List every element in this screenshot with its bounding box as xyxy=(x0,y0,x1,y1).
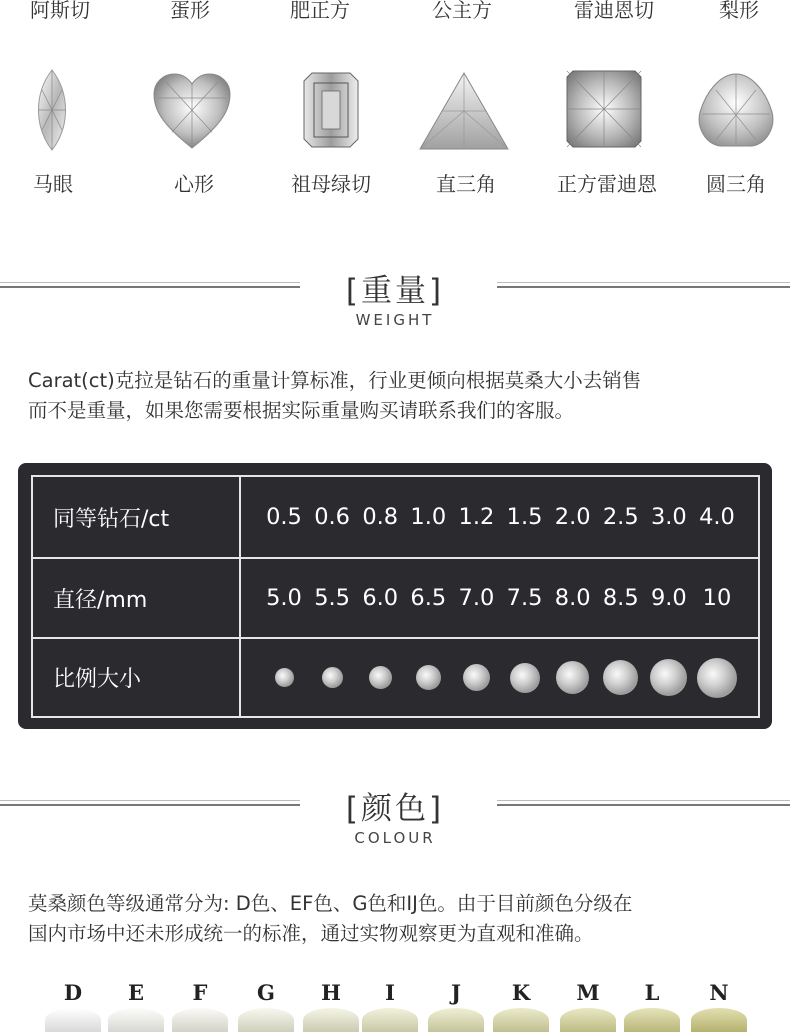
carat-value: 1.0 xyxy=(410,504,447,530)
grade-gem-j xyxy=(428,1008,484,1032)
grade-gem-f xyxy=(172,1008,228,1032)
gem-size-dot xyxy=(416,665,441,690)
carat-value: 2.0 xyxy=(554,504,591,530)
grade-letter: I xyxy=(385,980,395,1005)
shape-label-square-radiant: 正方雷迪恩 xyxy=(557,172,657,196)
weight-description xyxy=(28,366,768,426)
grade-gem-n xyxy=(691,1008,747,1032)
gem-size-dot xyxy=(556,661,589,694)
colour-description xyxy=(28,889,768,949)
gem-size-dot xyxy=(275,668,294,687)
square-radiant-diamond-icon xyxy=(565,69,643,149)
diameter-value: 7.5 xyxy=(506,585,543,611)
diameter-row-label: 直径/mm xyxy=(32,558,240,638)
gem-size-dot xyxy=(369,666,392,689)
carat-value: 0.5 xyxy=(266,504,302,530)
shape-label-radiant: 雷迪恩切 xyxy=(574,0,654,22)
heart-diamond-icon xyxy=(152,72,232,152)
carat-value: 0.6 xyxy=(314,504,350,530)
colour-section-title: [颜色] xyxy=(345,791,445,827)
colour-description-line1: 莫桑颜色等级通常分为: D色、EF色、G色和IJ色。由于目前颜色分级在 xyxy=(28,892,633,915)
grade-gem-k xyxy=(493,1008,549,1032)
carat-row-label: 同等钻石/ct xyxy=(32,476,240,558)
diameter-values xyxy=(261,585,740,611)
grade-gem-l xyxy=(624,1008,680,1032)
grade-gem-d xyxy=(45,1008,101,1032)
grade-gem-e xyxy=(108,1008,164,1032)
weight-description-line2: 而不是重量，如果您需要根据实际重量购买请联系我们的客服。 xyxy=(28,399,575,422)
shape-label-heart: 心形 xyxy=(174,172,214,196)
gem-size-dot xyxy=(603,660,638,695)
diameter-value: 9.0 xyxy=(650,585,687,611)
shape-label-marquise: 马眼 xyxy=(33,172,73,196)
gem-size-dot xyxy=(650,659,687,696)
triangle-diamond-icon xyxy=(418,71,510,153)
diameter-value: 6.0 xyxy=(362,585,399,611)
scale-dots xyxy=(261,658,740,698)
shape-label-cushion: 肥正方 xyxy=(290,0,350,22)
gem-size-dot xyxy=(510,663,540,693)
weight-section-title: [重量] xyxy=(345,273,445,309)
shape-label-emerald: 祖母绿切 xyxy=(291,172,371,196)
grade-gem-h xyxy=(303,1008,359,1032)
grade-letter: L xyxy=(644,980,660,1005)
diameter-value: 5.5 xyxy=(314,585,350,611)
table-row-diameter xyxy=(32,558,759,638)
weight-table xyxy=(31,475,760,718)
grade-letter: J xyxy=(451,980,461,1005)
grade-letter: E xyxy=(127,980,145,1005)
grade-gem-g xyxy=(238,1008,294,1032)
weight-description-line1: Carat(ct)克拉是钻石的重量计算标准，行业更倾向根据莫桑大小去销售 xyxy=(28,369,642,392)
diameter-value: 5.0 xyxy=(266,585,302,611)
carat-values xyxy=(261,504,740,530)
shape-label-princess: 公主方 xyxy=(432,0,492,22)
grade-letter: M xyxy=(576,980,600,1005)
marquise-diamond-icon xyxy=(30,68,74,152)
grade-gem-m xyxy=(560,1008,616,1032)
diameter-value: 6.5 xyxy=(410,585,447,611)
grade-gem-i xyxy=(362,1008,418,1032)
weight-section-subtitle: WEIGHT xyxy=(355,311,435,329)
table-row-carat xyxy=(32,476,759,558)
emerald-cut-diamond-icon xyxy=(302,71,360,149)
carat-value: 2.5 xyxy=(602,504,639,530)
carat-value: 1.2 xyxy=(458,504,495,530)
grade-letter: K xyxy=(511,980,531,1005)
diameter-value: 10 xyxy=(702,585,732,611)
grade-letter: F xyxy=(192,980,208,1005)
trillion-diamond-icon xyxy=(696,70,776,150)
gem-size-dot xyxy=(697,658,737,698)
carat-value: 3.0 xyxy=(650,504,687,530)
shape-label-trillion: 圆三角 xyxy=(706,172,766,196)
colour-description-line2: 国内市场中还未形成统一的标准，通过实物观察更为直观和准确。 xyxy=(28,922,594,945)
shape-gallery xyxy=(0,68,790,163)
carat-value: 4.0 xyxy=(699,504,735,530)
diameter-value: 7.0 xyxy=(458,585,495,611)
gem-size-dot xyxy=(463,664,490,691)
table-row-scale xyxy=(32,638,759,717)
gem-size-dot xyxy=(322,667,343,688)
carat-value: 0.8 xyxy=(362,504,399,530)
colour-section-subtitle: COLOUR xyxy=(354,829,436,847)
shape-label-oval: 蛋形 xyxy=(170,0,210,22)
shape-label-triangle: 直三角 xyxy=(436,172,496,196)
grade-letter: H xyxy=(321,980,341,1005)
diameter-value: 8.5 xyxy=(602,585,639,611)
shape-label-asscher: 阿斯切 xyxy=(30,0,90,22)
grade-letter: G xyxy=(257,980,275,1005)
grade-letter: N xyxy=(709,980,729,1005)
diameter-value: 8.0 xyxy=(554,585,591,611)
shape-label-pear: 梨形 xyxy=(719,0,759,22)
scale-row-label: 比例大小 xyxy=(32,638,240,717)
carat-value: 1.5 xyxy=(506,504,543,530)
grade-letter: D xyxy=(63,980,83,1005)
